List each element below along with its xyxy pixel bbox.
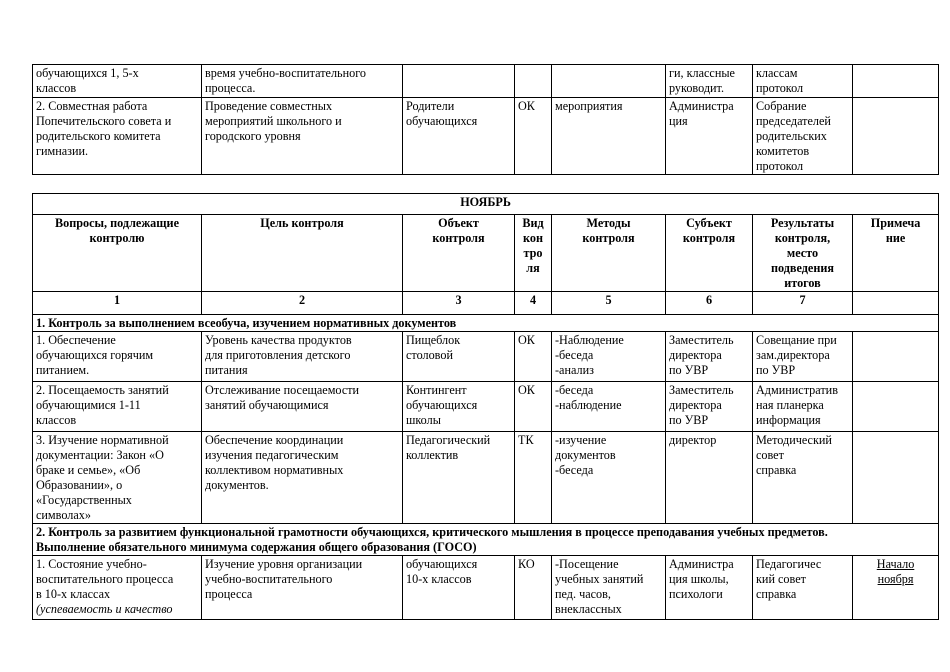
table-cell-col3 bbox=[403, 65, 515, 98]
plan-table-continued bbox=[32, 64, 939, 175]
table-cell-col7 bbox=[753, 556, 853, 620]
cell-line: итогов bbox=[784, 276, 821, 290]
cell-line: 1. Состояние учебно- bbox=[36, 557, 147, 571]
cell-line: Методический bbox=[756, 433, 832, 447]
cell-line: изучения педагогическим bbox=[205, 448, 339, 462]
cell-line: Администра bbox=[669, 557, 734, 571]
cell-line: обучающимися 1-11 bbox=[36, 398, 141, 412]
table-row bbox=[33, 98, 939, 175]
cell-line: 10-х классов bbox=[406, 572, 472, 586]
cell-line: -беседа bbox=[555, 348, 594, 362]
cell-italic-note: (успеваемость и качество bbox=[36, 602, 173, 616]
cell-line: для приготовления детского bbox=[205, 348, 351, 362]
column-number: 1 bbox=[33, 292, 202, 315]
cell-line: 3. Изучение нормативной bbox=[36, 433, 169, 447]
cell-line: документов. bbox=[205, 478, 269, 492]
cell-line: Результаты bbox=[770, 216, 835, 230]
cell-line: ние bbox=[885, 231, 906, 245]
cell-line: протокол bbox=[756, 81, 804, 95]
cell-line: процесса bbox=[205, 587, 253, 601]
table-cell-col8 bbox=[853, 98, 939, 175]
table-cell-col1 bbox=[33, 332, 202, 382]
cell-line: директор bbox=[669, 433, 717, 447]
column-header bbox=[33, 215, 202, 292]
table-cell-col6 bbox=[666, 332, 753, 382]
table-cell-col4 bbox=[515, 382, 552, 432]
table-cell-col6 bbox=[666, 556, 753, 620]
table-cell-col7 bbox=[753, 432, 853, 524]
cell-line: Педагогичес bbox=[756, 557, 822, 571]
cell-line: Субъект bbox=[686, 216, 732, 230]
cell-line: зам.директора bbox=[756, 348, 830, 362]
cell-line: коллективом нормативных bbox=[205, 463, 344, 477]
cell-line: 2. Контроль за развитием функциональной грамотности обучающихся, критического мышления в процессе преподавания учебных предметов. bbox=[36, 525, 828, 539]
cell-line: коллектив bbox=[406, 448, 459, 462]
table-cell-col7 bbox=[753, 332, 853, 382]
cell-line: председателей bbox=[756, 114, 831, 128]
cell-line: занятий обучающимися bbox=[205, 398, 329, 412]
cell-line: в 10-х классах bbox=[36, 587, 111, 601]
cell-line: Примеча bbox=[870, 216, 921, 230]
cell-line: тро bbox=[523, 246, 543, 260]
cell-line: -беседа bbox=[555, 383, 594, 397]
table-cell-col8 bbox=[853, 382, 939, 432]
cell-line: контроля bbox=[682, 231, 736, 245]
cell-line: контроля, bbox=[774, 231, 831, 245]
cell-line: психологи bbox=[669, 587, 723, 601]
cell-line: ТК bbox=[518, 433, 534, 447]
cell-line: Контингент bbox=[406, 383, 467, 397]
cell-line: ги, классные bbox=[669, 66, 735, 80]
cell-line: Цель контроля bbox=[260, 216, 344, 230]
cell-line: учебно-воспитательного bbox=[205, 572, 333, 586]
cell-line: Заместитель bbox=[669, 333, 734, 347]
cell-line: школы bbox=[406, 413, 441, 427]
cell-line: гимназии. bbox=[36, 144, 89, 158]
cell-line: контролю bbox=[89, 231, 145, 245]
table-cell-col3 bbox=[403, 432, 515, 524]
cell-line: столовой bbox=[406, 348, 453, 362]
cell-line: питанием. bbox=[36, 363, 90, 377]
cell-line: родительского комитета bbox=[36, 129, 161, 143]
cell-line: Администра bbox=[669, 99, 734, 113]
column-number: 7 bbox=[753, 292, 853, 315]
cell-line: -беседа bbox=[555, 463, 594, 477]
table-cell-col6 bbox=[666, 65, 753, 98]
table-cell-col5 bbox=[552, 98, 666, 175]
cell-line: классов bbox=[36, 413, 77, 427]
cell-line: обучающихся горячим bbox=[36, 348, 154, 362]
plan-table-november bbox=[32, 193, 939, 620]
cell-line: обучающихся bbox=[406, 398, 478, 412]
header-row bbox=[33, 215, 939, 292]
cell-line: браке и семье», «Об bbox=[36, 463, 141, 477]
table-cell-col3 bbox=[403, 382, 515, 432]
table-cell-col7 bbox=[753, 65, 853, 98]
table-cell-col5 bbox=[552, 332, 666, 382]
cell-line: информация bbox=[756, 413, 821, 427]
cell-line: обучающихся 1, 5-х bbox=[36, 66, 139, 80]
cell-line: пед. часов, bbox=[555, 587, 611, 601]
cell-line: Начало bbox=[876, 557, 915, 571]
column-header bbox=[853, 215, 939, 292]
cell-line: Пищеблок bbox=[406, 333, 461, 347]
table-cell-col1 bbox=[33, 65, 202, 98]
table-cell-col4 bbox=[515, 98, 552, 175]
cell-line: справка bbox=[756, 463, 797, 477]
cell-line: время учебно-воспитательного bbox=[205, 66, 367, 80]
table-row bbox=[33, 332, 939, 382]
cell-line: -наблюдение bbox=[555, 398, 622, 412]
column-header bbox=[202, 215, 403, 292]
column-number bbox=[853, 292, 939, 315]
table-cell-col1 bbox=[33, 432, 202, 524]
cell-line: Образовании», о bbox=[36, 478, 123, 492]
cell-line: Собрание bbox=[756, 99, 807, 113]
table-row bbox=[33, 65, 939, 98]
table-cell-col1 bbox=[33, 98, 202, 175]
cell-line: ОК bbox=[518, 99, 535, 113]
table-cell-col7 bbox=[753, 382, 853, 432]
column-header bbox=[666, 215, 753, 292]
section-heading-1: 1. Контроль за выполнением всеобуча, изучением нормативных документов bbox=[33, 315, 939, 332]
cell-line: комитетов bbox=[756, 144, 810, 158]
cell-line: 1. Обеспечение bbox=[36, 333, 116, 347]
cell-line: ноября bbox=[877, 572, 914, 586]
cell-line: контроля bbox=[432, 231, 485, 245]
table-row bbox=[33, 432, 939, 524]
cell-line: Проведение совместных bbox=[205, 99, 333, 113]
column-number: 3 bbox=[403, 292, 515, 315]
cell-line: руководит. bbox=[669, 81, 725, 95]
cell-line: «Государственных bbox=[36, 493, 132, 507]
table-cell-col2 bbox=[202, 382, 403, 432]
column-header bbox=[753, 215, 853, 292]
table-cell-col2 bbox=[202, 332, 403, 382]
column-header bbox=[403, 215, 515, 292]
table-cell-col4 bbox=[515, 65, 552, 98]
cell-line: Вопросы, подлежащие bbox=[55, 216, 179, 230]
cell-line: ция bbox=[669, 114, 688, 128]
cell-line: Отслеживание посещаемости bbox=[205, 383, 360, 397]
table-cell-col8 bbox=[853, 332, 939, 382]
cell-line: Педагогический bbox=[406, 433, 491, 447]
cell-line: -изучение bbox=[555, 433, 607, 447]
cell-line: ля bbox=[526, 261, 540, 275]
cell-line: внеклассных bbox=[555, 602, 622, 616]
cell-line: Объект bbox=[438, 216, 479, 230]
column-number: 5 bbox=[552, 292, 666, 315]
table-cell-col8 bbox=[853, 65, 939, 98]
table-row bbox=[33, 556, 939, 620]
cell-line: подведения bbox=[771, 261, 834, 275]
table-cell-col2 bbox=[202, 98, 403, 175]
cell-line: Уровень качества продуктов bbox=[205, 333, 352, 347]
cell-line: питания bbox=[205, 363, 248, 377]
cell-line: контроля bbox=[582, 231, 635, 245]
table-cell-col1 bbox=[33, 556, 202, 620]
cell-line: КО bbox=[518, 557, 535, 571]
cell-line: обучающихся bbox=[406, 557, 478, 571]
cell-line: Методы bbox=[586, 216, 631, 230]
column-number: 2 bbox=[202, 292, 403, 315]
table-cell-col7 bbox=[753, 98, 853, 175]
column-header bbox=[515, 215, 552, 292]
cell-line: мероприятий школьного и bbox=[205, 114, 342, 128]
cell-line: совет bbox=[756, 448, 784, 462]
cell-line: Совещание при bbox=[756, 333, 837, 347]
cell-line: Административ bbox=[756, 383, 838, 397]
cell-line: документации: Закон «О bbox=[36, 448, 164, 462]
cell-line: Обеспечение координации bbox=[205, 433, 344, 447]
cell-line: Выполнение обязательного минимума содержания общего образования (ГОСО) bbox=[36, 540, 477, 554]
cell-line: Вид bbox=[522, 216, 544, 230]
table-cell-col3 bbox=[403, 332, 515, 382]
cell-line: по УВР bbox=[669, 413, 709, 427]
cell-line: документов bbox=[555, 448, 616, 462]
cell-line: -анализ bbox=[555, 363, 594, 377]
table-cell-col2 bbox=[202, 556, 403, 620]
table-cell-col4 bbox=[515, 432, 552, 524]
month-title: НОЯБРЬ bbox=[33, 194, 939, 215]
cell-line: городского уровня bbox=[205, 129, 301, 143]
cell-line: кон bbox=[523, 231, 543, 245]
table-cell-col8 bbox=[853, 432, 939, 524]
table-cell-col3 bbox=[403, 556, 515, 620]
cell-line: ная планерка bbox=[756, 398, 824, 412]
table-cell-col1 bbox=[33, 382, 202, 432]
cell-line: воспитательного процесса bbox=[36, 572, 174, 586]
cell-line: -Посещение bbox=[555, 557, 619, 571]
cell-line: -Наблюдение bbox=[555, 333, 624, 347]
section-heading-2 bbox=[33, 524, 939, 556]
table-cell-col6 bbox=[666, 382, 753, 432]
cell-line: место bbox=[786, 246, 819, 260]
table-cell-col5 bbox=[552, 556, 666, 620]
cell-line: мероприятия bbox=[555, 99, 623, 113]
cell-line: Заместитель bbox=[669, 383, 734, 397]
cell-line: директора bbox=[669, 398, 722, 412]
cell-line: классов bbox=[36, 81, 77, 95]
table-cell-col6 bbox=[666, 98, 753, 175]
table-cell-col6 bbox=[666, 432, 753, 524]
cell-line: 2. Посещаемость занятий bbox=[36, 383, 169, 397]
cell-line: Родители bbox=[406, 99, 455, 113]
cell-line: Изучение уровня организации bbox=[205, 557, 363, 571]
cell-line: по УВР bbox=[756, 363, 796, 377]
cell-line: классам bbox=[756, 66, 798, 80]
cell-line: ОК bbox=[518, 383, 535, 397]
column-number: 6 bbox=[666, 292, 753, 315]
table-cell-col5 bbox=[552, 382, 666, 432]
table-cell-col5 bbox=[552, 432, 666, 524]
cell-line: ция школы, bbox=[669, 572, 729, 586]
cell-line: протокол bbox=[756, 159, 804, 173]
table-cell-col8 bbox=[853, 556, 939, 620]
table-row bbox=[33, 382, 939, 432]
table-cell-col5 bbox=[552, 65, 666, 98]
cell-line: ОК bbox=[518, 333, 535, 347]
column-header bbox=[552, 215, 666, 292]
cell-line: родительских bbox=[756, 129, 827, 143]
cell-line: процесса. bbox=[205, 81, 256, 95]
cell-line: кий совет bbox=[756, 572, 806, 586]
cell-line: обучающихся bbox=[406, 114, 478, 128]
cell-line: учебных занятий bbox=[555, 572, 644, 586]
table-cell-col3 bbox=[403, 98, 515, 175]
table-cell-col2 bbox=[202, 432, 403, 524]
table-cell-col2 bbox=[202, 65, 403, 98]
cell-line: 2. Совместная работа bbox=[36, 99, 148, 113]
column-number-row bbox=[33, 292, 939, 315]
cell-line: справка bbox=[756, 587, 797, 601]
cell-line: директора bbox=[669, 348, 722, 362]
cell-line: символах» bbox=[36, 508, 91, 522]
table-cell-col4 bbox=[515, 332, 552, 382]
column-number: 4 bbox=[515, 292, 552, 315]
cell-line: по УВР bbox=[669, 363, 709, 377]
table-cell-col4 bbox=[515, 556, 552, 620]
cell-line: Попечительского совета и bbox=[36, 114, 172, 128]
